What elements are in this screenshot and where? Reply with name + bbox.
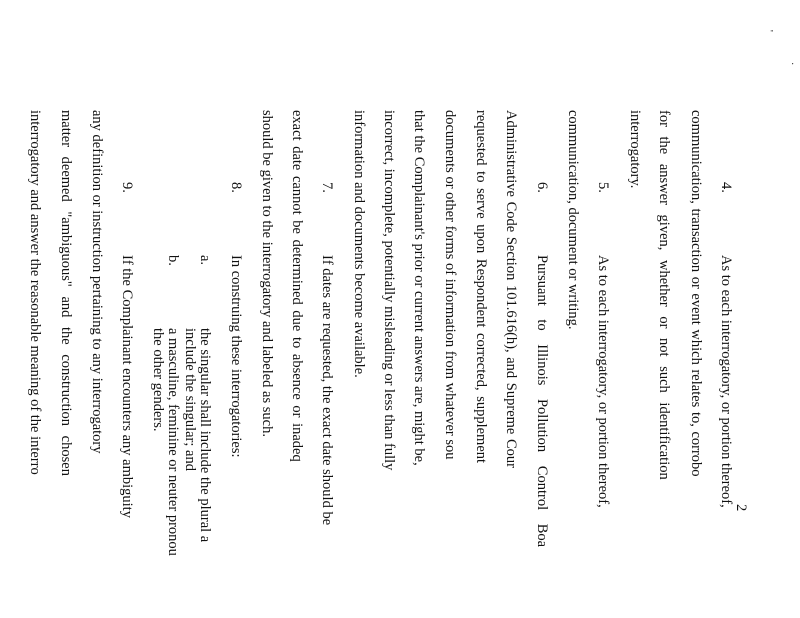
text-line: requested to serve upon Respondent corrected, supplement <box>473 110 489 464</box>
text-line: matter deemed "ambiguous" and the construction chosen <box>58 110 74 476</box>
paragraph-number: 9. <box>119 182 135 193</box>
text-line: information and documents become available. <box>351 110 367 378</box>
text-line: As to each interrogatory, or portion thereof, <box>718 255 734 508</box>
text-line: interrogatory. <box>627 110 643 189</box>
text-line: should be given to the interrogatory and labeled as such. <box>259 110 275 437</box>
text-line: the other genders. <box>150 328 166 432</box>
page-number: 2 <box>733 504 749 512</box>
paragraph-number: 8. <box>228 182 244 193</box>
text-line: documents or other forms of information from whatever sou <box>442 110 458 460</box>
text-line: the singular shall include the plural a <box>197 328 213 543</box>
text-line: interrogatory and answer the reasonable meaning of the interro <box>27 110 43 475</box>
paragraph-number: 7. <box>319 182 335 193</box>
paragraph-number: 5. <box>595 182 611 193</box>
list-item-label: b. <box>165 255 181 266</box>
text-line: In construing these interrogatories: <box>228 255 244 458</box>
text-line: communication, transaction or event which relates to, corrobo <box>688 110 704 477</box>
text-line: Administrative Code Section 101.616(h), and Supreme Cour <box>503 110 519 468</box>
text-line: communication, document or writing. <box>565 110 581 330</box>
text-line: If dates are requested, the exact date should be <box>319 255 335 526</box>
text-line: a masculine, feminine or neuter pronou <box>165 328 181 556</box>
text-line: any definition or instruction pertaining to any interrogatory <box>89 110 105 454</box>
text-line: incorrect, incomplete, potentially misleading or less than fully <box>381 110 397 471</box>
text-line: that the Complainant's prior or current answers are, might be, <box>411 110 427 466</box>
text-line: Pursuant to Illinois Pollution Control Boa <box>534 255 550 548</box>
list-item-label: a. <box>197 255 213 266</box>
scan-mark-2: · <box>786 62 797 66</box>
text-line: exact date cannot be determined due to absence or inadeq <box>289 110 305 462</box>
scan-mark: ' <box>763 30 774 32</box>
text-line: include the singular; and <box>182 328 198 471</box>
text-line: As to each interrogatory, or portion thereof, <box>595 255 611 508</box>
text-line: If the Complainant encounters any ambiguity <box>119 255 135 518</box>
paragraph-number: 6. <box>534 182 550 193</box>
text-line: for the answer given, whether or not such identification <box>656 110 672 480</box>
paragraph-number: 4. <box>718 182 734 193</box>
